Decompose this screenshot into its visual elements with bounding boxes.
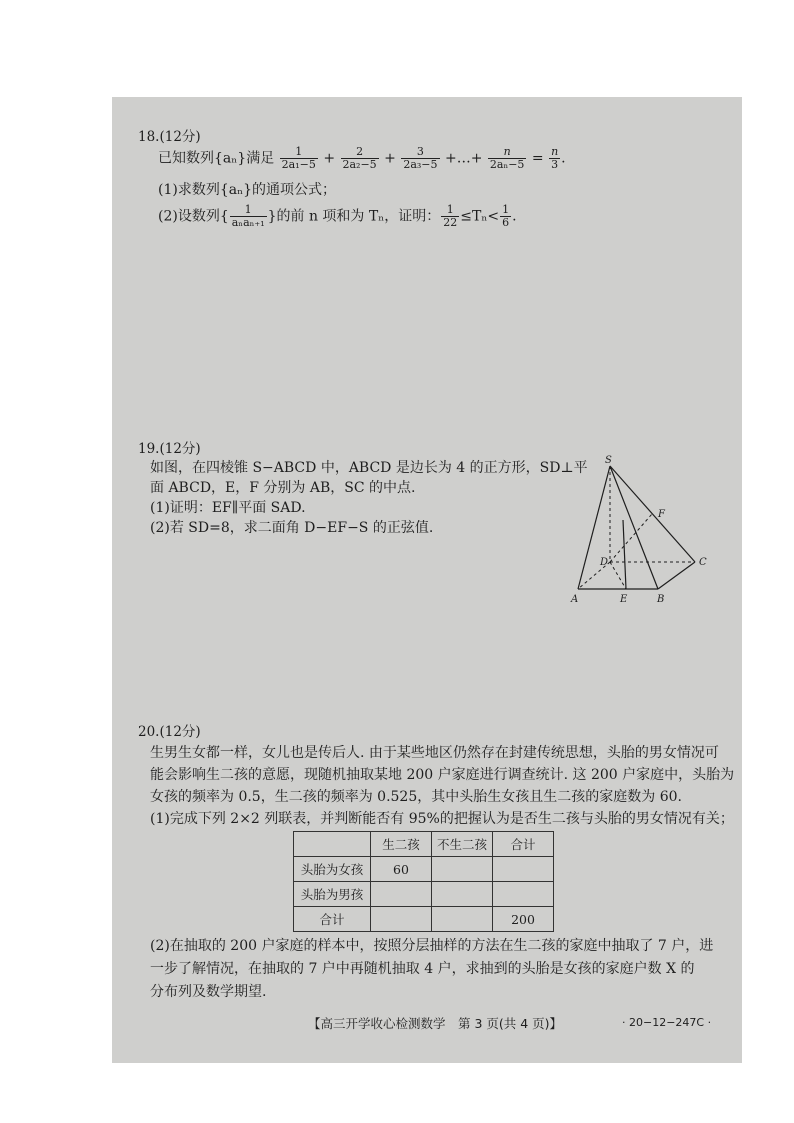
table-cell: 头胎为女孩	[294, 857, 371, 882]
table-cell: 合计	[294, 907, 371, 932]
page-footer-code: · 20−12−247C ·	[622, 1016, 712, 1029]
table-cell	[493, 857, 554, 882]
q18-fraction-n: $\frac{n}{\text{2aₙ−5}}$	[489, 145, 525, 171]
q18-heading: 18.(12分)	[138, 129, 201, 145]
q18-fraction-1: $\frac{1}{\text{2a₁−5}}$	[281, 145, 316, 171]
table-cell: 60	[371, 857, 432, 882]
edge-BC	[658, 562, 695, 589]
table-header-cell	[294, 832, 371, 857]
segment-DE	[610, 562, 626, 589]
edge-SA	[578, 466, 610, 589]
plus-sign: +	[323, 150, 336, 167]
table-cell	[371, 882, 432, 907]
q20-line-2: 能会影响生二孩的意愿，现随机抽取某地 200 户家庭进行调查统计. 这 200 户家庭中，头胎为	[150, 767, 735, 783]
table-cell: 200	[493, 907, 554, 932]
equals-sign: =	[531, 150, 544, 167]
table-cell	[432, 907, 493, 932]
q18-intro: 已知数列{aₙ}满足	[158, 150, 275, 167]
q19-line-2: 面 ABCD，E，F 分别为 AB，SC 的中点.	[150, 480, 416, 496]
q19-line-1: 如图，在四棱锥 S−ABCD 中，ABCD 是边长为 4 的正方形，SD⊥平	[150, 460, 588, 476]
edge-SB	[610, 466, 658, 589]
page-footer-title: 【高三开学收心检测数学 第 3 页(共 4 页)】	[308, 1016, 563, 1031]
label-B: B	[657, 594, 665, 605]
q20-line-7: 分布列及数学期望.	[150, 984, 267, 1000]
label-C: C	[699, 557, 707, 568]
q20-line-6: 一步了解情况，在抽取的 7 户中再随机抽取 4 户，求抽到的头胎是女孩的家庭户数 X 的	[150, 961, 695, 977]
q18-part1: (1)求数列{aₙ}的通项公式；	[158, 182, 337, 198]
table-header-cell: 不生二孩	[432, 832, 493, 857]
q20-heading: 20.(12分)	[138, 724, 201, 740]
q18-fraction-3: $\frac{3}{\text{2a₃−5}}$	[403, 145, 438, 171]
q19-line-4: (2)若 SD=8，求二面角 D−EF−S 的正弦值.	[150, 520, 434, 536]
table-cell: 头胎为男孩	[294, 882, 371, 907]
contingency-table	[293, 831, 554, 932]
label-F: F	[658, 509, 665, 520]
label-E: E	[620, 594, 628, 605]
table-row	[294, 857, 554, 882]
table-header-cell: 生二孩	[371, 832, 432, 857]
q20-line-4: (1)完成下列 2×2 列联表，并判断能否有 95%的把握认为是否生二孩与头胎的男女情况有关；	[150, 811, 734, 827]
pyramid-diagram	[560, 452, 720, 612]
q20-line-1: 生男生女都一样，女儿也是传后人. 由于某些地区仍然存在封建传统思想，头胎的男女情况可	[150, 745, 719, 761]
q18-condition: 已知数列{aₙ}满足 $\frac{1}{\text{2a₁−5}}$ + $\frac{2}{\text{2a₂−5}}$ + $\frac{3}{\text{2a₃−5}}$ +…+ $\frac{n}{\text{2aₙ−5}}$ = $\frac{n}{3}$ .	[158, 145, 566, 171]
table-cell	[371, 907, 432, 932]
label-D: D	[600, 557, 609, 568]
label-A: A	[571, 594, 579, 605]
table-row	[294, 882, 554, 907]
q18-lower-bound: $\frac{1}{22}$	[443, 203, 458, 229]
q18-part2: (2)设数列{ $\frac{1}{\text{aₙaₙ₊₁}}$ }的前 n 项和为 Tₙ，证明： $\frac{1}{22}$ ≤Tₙ< $\frac{1}{6}$ .	[158, 203, 517, 229]
table-cell	[493, 882, 554, 907]
ellipsis: +…+	[444, 150, 483, 167]
q18-fraction-2: $\frac{2}{\text{2a₂−5}}$	[342, 145, 377, 171]
segment-EF	[623, 520, 626, 589]
table-header-cell: 合计	[493, 832, 554, 857]
plus-sign: +	[384, 150, 396, 167]
q20-line-3: 女孩的频率为 0.5，生二孩的频率为 0.525，其中头胎生女孩且生二孩的家庭数为 60.	[150, 789, 682, 805]
table-header-row	[294, 832, 554, 857]
table-cell	[432, 882, 493, 907]
q18-part2-fraction: $\frac{1}{\text{aₙaₙ₊₁}}$	[231, 203, 265, 229]
q19-line-3: (1)证明：EF∥平面 SAD.	[150, 500, 306, 516]
q18-upper-bound: $\frac{1}{6}$	[502, 203, 510, 229]
q19-heading: 19.(12分)	[138, 441, 201, 457]
table-cell	[432, 857, 493, 882]
table-row	[294, 907, 554, 932]
q18-rhs-fraction: $\frac{n}{3}$	[551, 145, 559, 171]
q20-line-5: (2)在抽取的 200 户家庭的样本中，按照分层抽样的方法在生二孩的家庭中抽取了 7 户，进	[150, 938, 714, 954]
label-S: S	[605, 455, 612, 466]
